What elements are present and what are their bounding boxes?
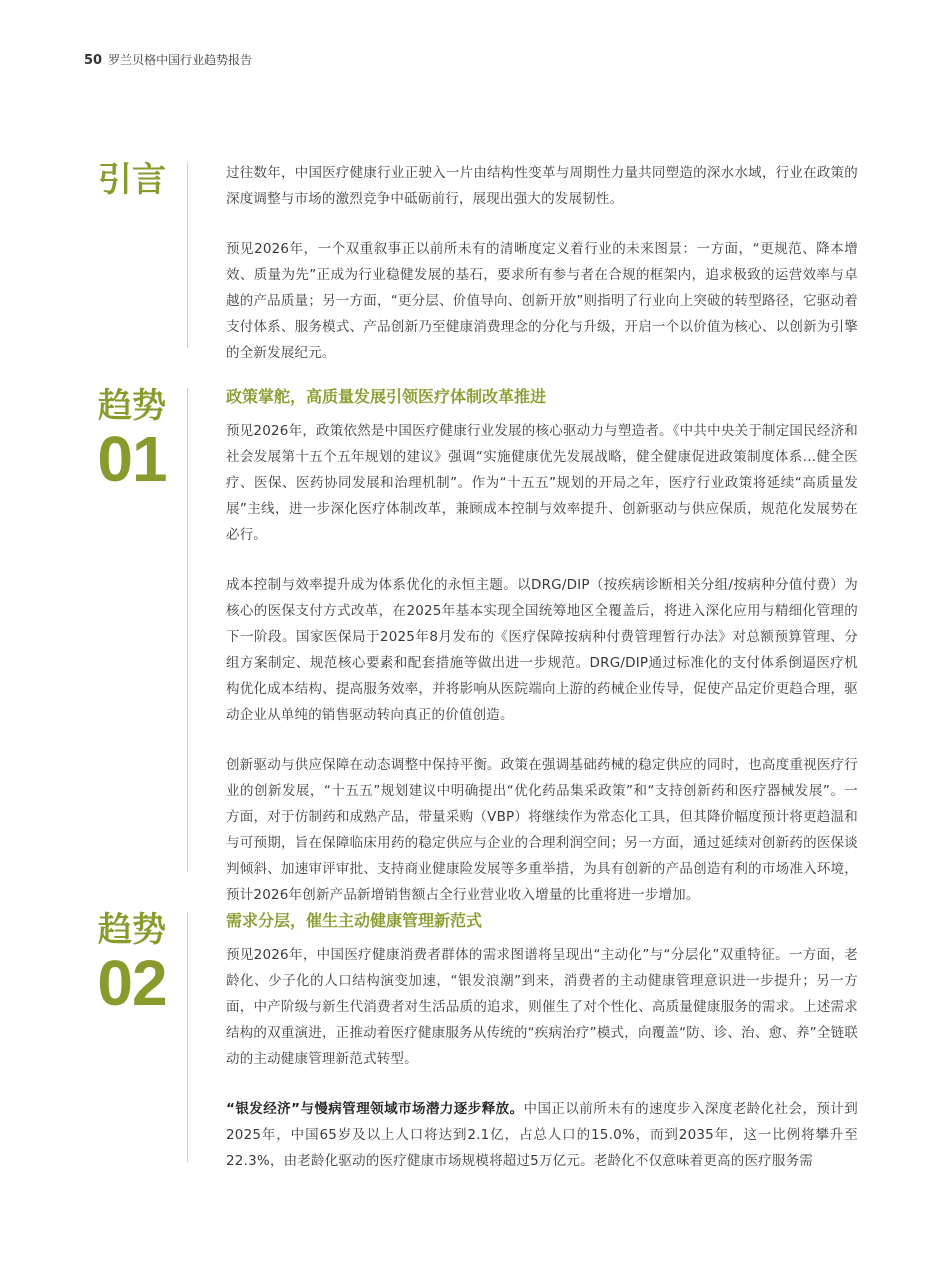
trend01-divider	[187, 388, 188, 872]
trend02-content	[226, 910, 858, 1174]
intro-paragraph-1: 过往数年，中国医疗健康行业正驶入一片由结构性变革与周期性力量共同塑造的深水水域，行业在政策的深度调整与市场的激烈竞争中砥砺前行，展现出强大的发展韧性。	[226, 165, 858, 207]
trend02-label-word: 趋势	[98, 910, 166, 950]
page-number: 50	[84, 53, 103, 68]
intro-divider	[187, 162, 188, 348]
trend02-paragraph-2	[226, 1096, 858, 1174]
trend02-label	[86, 910, 178, 1019]
report-title: 罗兰贝格中国行业趋势报告	[108, 53, 253, 67]
trend01-heading: 政策掌舵，高质量发展引领医疗体制改革推进	[226, 387, 547, 406]
trend02-label-number: 02	[97, 947, 167, 1019]
intro-content	[226, 160, 858, 366]
trend02-paragraph-1: 预见2026年，中国医疗健康消费者群体的需求图谱将呈现出“主动化”与“分层化”双重特征。一方面，老龄化、少子化的人口结构演变加速，“银发浪潮”到来，消费者的主动健康管理意识进一步提升；另一方面，中产阶级与新生代消费者对生活品质的追求，则催生了对个性化、高质量健康服务的需求。上述需求结构的双重演进，正推动着医疗健康服务从传统的“疾病治疗”模式，向覆盖“防、诊、治、愈、养”全链联动的主动健康管理新范式转型。	[226, 947, 858, 1067]
trend01-paragraph-3: 创新驱动与供应保障在动态调整中保持平衡。政策在强调基础药械的稳定供应的同时，也高度重视医疗行业的创新发展，“十五五”规划建议中明确提出“优化药品集采政策”和“支持创新药和医疗器械发展”。一方面，对于仿制药和成熟产品，带量采购（VBP）将继续作为常态化工具，但其降价幅度预计将更趋温和与可预期，旨在保障临床用药的稳定供应与企业的合理利润空间；另一方面，通过延续对创新药的医保谈判倾斜、加速审评审批、支持商业健康险发展等多重举措，为具有创新的产品创造有利的市场准入环境，预计2026年创新产品新增销售额占全行业营业收入增量的比重将进一步增加。	[226, 757, 858, 903]
trend01-label-number: 01	[97, 423, 167, 495]
trend01-content	[226, 386, 858, 908]
intro-label-word: 引言	[98, 160, 166, 200]
page-header	[84, 51, 252, 68]
trend02-paragraph-2-body: 中国正以前所未有的速度步入深度老龄化社会，预计到2025年，中国65岁及以上人口将达到2.1亿，占总人口的15.0%，而到2035年，这一比例将攀升至22.3%，由老龄化驱动的医疗健康市场规模将超过5万亿元。老龄化不仅意味着更高的医疗服务需	[226, 1101, 858, 1169]
intro-paragraph-2: 预见2026年，一个双重叙事正以前所未有的清晰度定义着行业的未来图景：一方面，“更规范、降本增效、质量为先”正成为行业稳健发展的基石，要求所有参与者在合规的框架内，追求极致的运营效率与卓越的产品质量；另一方面，“更分层、价值导向、创新开放”则指明了行业向上突破的转型路径，它驱动着支付体系、服务模式、产品创新乃至健康消费理念的分化与升级，开启一个以价值为核心、以创新为引擎的全新发展纪元。	[226, 241, 858, 361]
trend01-paragraph-2: 成本控制与效率提升成为体系优化的永恒主题。以DRG/DIP（按疾病诊断相关分组/按病种分值付费）为核心的医保支付方式改革，在2025年基本实现全国统筹地区全覆盖后，将进入深化应用与精细化管理的下一阶段。国家医保局于2025年8月发布的《医疗保障按病种付费管理暂行办法》对总额预算管理、分组方案制定、规范核心要素和配套措施等做出进一步规范。DRG/DIP通过标准化的支付体系倒逼医疗机构优化成本结构、提高服务效率，并将影响从医院端向上游的药械企业传导，促使产品定价更趋合理，驱动企业从单纯的销售驱动转向真正的价值创造。	[226, 577, 858, 723]
intro-label	[86, 160, 178, 200]
trend01-label-word: 趋势	[98, 386, 166, 426]
trend01-paragraph-1: 预见2026年，政策依然是中国医疗健康行业发展的核心驱动力与塑造者。《中共中央关于制定国民经济和社会发展第十五个五年规划的建议》强调“实施健康优先发展战略，健全健康促进政策制度体系…健全医疗、医保、医药协同发展和治理机制”。作为“十五五”规划的开局之年，医疗行业政策将延续“高质量发展”主线，进一步深化医疗体制改革，兼顾成本控制与效率提升、创新驱动与供应保质，规范化发展势在必行。	[226, 423, 858, 543]
trend01-label	[86, 386, 178, 495]
trend02-paragraph-2-lead: “银发经济”与慢病管理领域市场潜力逐步释放。	[226, 1101, 524, 1117]
trend02-heading: 需求分层，催生主动健康管理新范式	[226, 911, 483, 930]
trend02-divider	[187, 912, 188, 1162]
